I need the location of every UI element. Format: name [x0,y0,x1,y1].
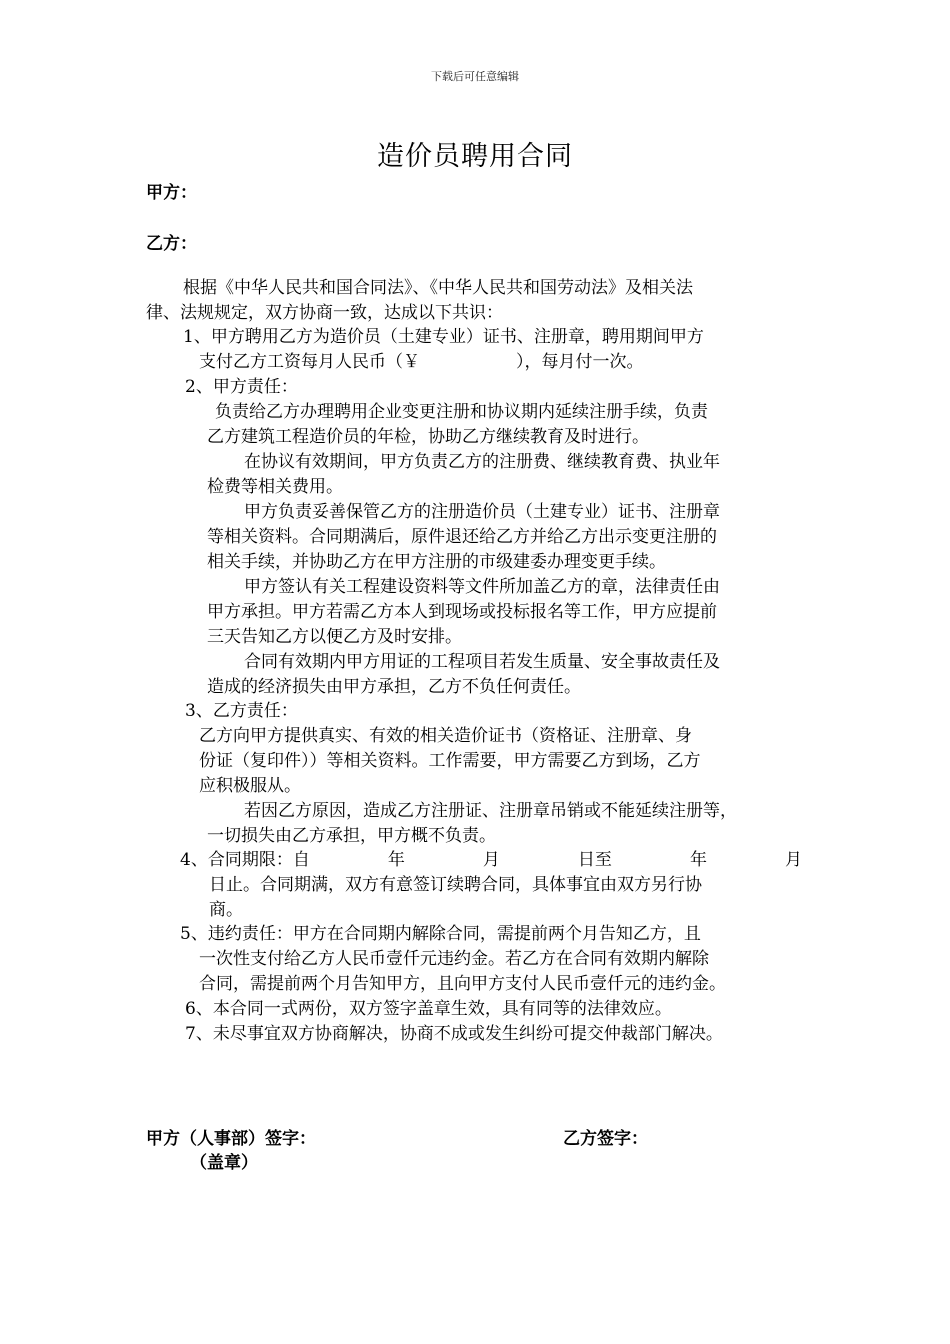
party-b-label: 乙方： [146,234,197,254]
clause-2-p5-line-2: 造成的经济损失由甲方承担，乙方不负任何责任。 [207,677,581,697]
clause-1-line-2 [199,350,644,375]
clause-1-salary-post: ），每月付一次。 [516,352,644,372]
clause-4-month-2: 月 [784,850,802,870]
clause-1-line-1: 1、甲方聘用乙方为造价员（土建专业）证书、注册章，聘用期间甲方 [183,327,704,347]
clause-2-p2-line-1: 在协议有效期间，甲方负责乙方的注册费、继续教育费、执业年 [244,452,720,472]
clause-2-p4-line-2: 甲方承担。甲方若需乙方本人到现场或投标报名等工作，甲方应提前 [207,602,717,622]
clause-4-lead: 4、合同期限：自 [180,850,310,870]
clause-4-line-2: 日止。合同期满，双方有意签订续聘合同，具体事宜由双方另行协 [209,875,702,895]
clause-3-heading: 3、乙方责任： [185,701,298,721]
party-a-label: 甲方： [146,183,197,203]
clause-3-p1-line-3: 应积极服从。 [199,776,301,796]
clause-7: 7、未尽事宜双方协商解决，协商不成或发生纠纷可提交仲裁部门解决。 [185,1024,723,1044]
clause-3-p1-line-1: 乙方向甲方提供真实、有效的相关造价证书（资格证、注册章、身 [199,726,692,746]
clause-2-p1-line-2: 乙方建筑工程造价员的年检，协助乙方继续教育及时进行。 [207,427,649,447]
intro-line-2: 律、法规规定，双方协商一致，达成以下共识： [146,303,503,323]
clause-2-p2-line-2: 检费等相关费用。 [207,477,343,497]
clause-2-p4-line-3: 三天告知乙方以便乙方及时安排。 [207,627,462,647]
party-a-signature-label: 甲方（人事部）签字： [146,1129,316,1149]
clause-4-month-1: 月 [482,850,500,870]
header-note: 下载后可任意编辑 [431,70,519,83]
clause-2-heading: 2、甲方责任： [185,377,298,397]
clause-2-p5-line-1: 合同有效期内甲方用证的工程项目若发生质量、安全事故责任及 [244,652,720,672]
clause-4-line-3: 商。 [209,900,243,920]
clause-2-p4-line-1: 甲方签认有关工程建设资料等文件所加盖乙方的章，法律责任由 [244,577,720,597]
clause-3-p1-line-2: 份证（复印件））等相关资料。工作需要，甲方需要乙方到场，乙方 [199,751,701,771]
clause-3-p2-line-2: 一切损失由乙方承担，甲方概不负责。 [207,826,496,846]
clause-2-p3-line-1: 甲方负责妥善保管乙方的注册造价员（土建专业）证书、注册章 [244,502,720,522]
clause-4-year-1: 年 [387,850,405,870]
clause-3-p2-line-1: 若因乙方原因，造成乙方注册证、注册章吊销或不能延续注册等， [244,801,737,821]
clause-5-line-2: 一次性支付给乙方人民币壹仟元违约金。若乙方在合同有效期内解除 [199,949,709,969]
clause-2-p1-line-1: 负责给乙方办理聘用企业变更注册和协议期内延续注册手续，负责 [215,402,708,422]
party-b-signature-label: 乙方签字： [563,1129,648,1149]
document-title: 造价员聘用合同 [377,141,573,172]
clause-6: 6、本合同一式两份，双方签字盖章生效，具有同等的法律效应。 [185,999,672,1019]
clause-2-p3-line-3: 相关手续，并协助乙方在甲方注册的市级建委办理变更手续。 [207,552,666,572]
clause-4-year-2: 年 [689,850,707,870]
clause-5-line-3: 合同，需提前两个月告知甲方，且向甲方支付人民币壹仟元的违约金。 [199,974,726,994]
clause-5-line-1: 5、违约责任：甲方在合同期内解除合同，需提前两个月告知乙方，且 [180,924,701,944]
party-a-seal-label: （盖章） [190,1153,258,1173]
clause-2-p3-line-2: 等相关资料。合同期满后，原件退还给乙方并给乙方出示变更注册的 [207,527,717,547]
clause-1-salary-pre: 支付乙方工资每月人民币（￥ [199,352,420,372]
intro-line-1: 根据《中华人民共和国合同法》、《中华人民共和国劳动法》及相关法 [183,278,693,298]
clause-4-day-to: 日至 [577,850,612,870]
clause-4-line-1 [180,848,802,873]
